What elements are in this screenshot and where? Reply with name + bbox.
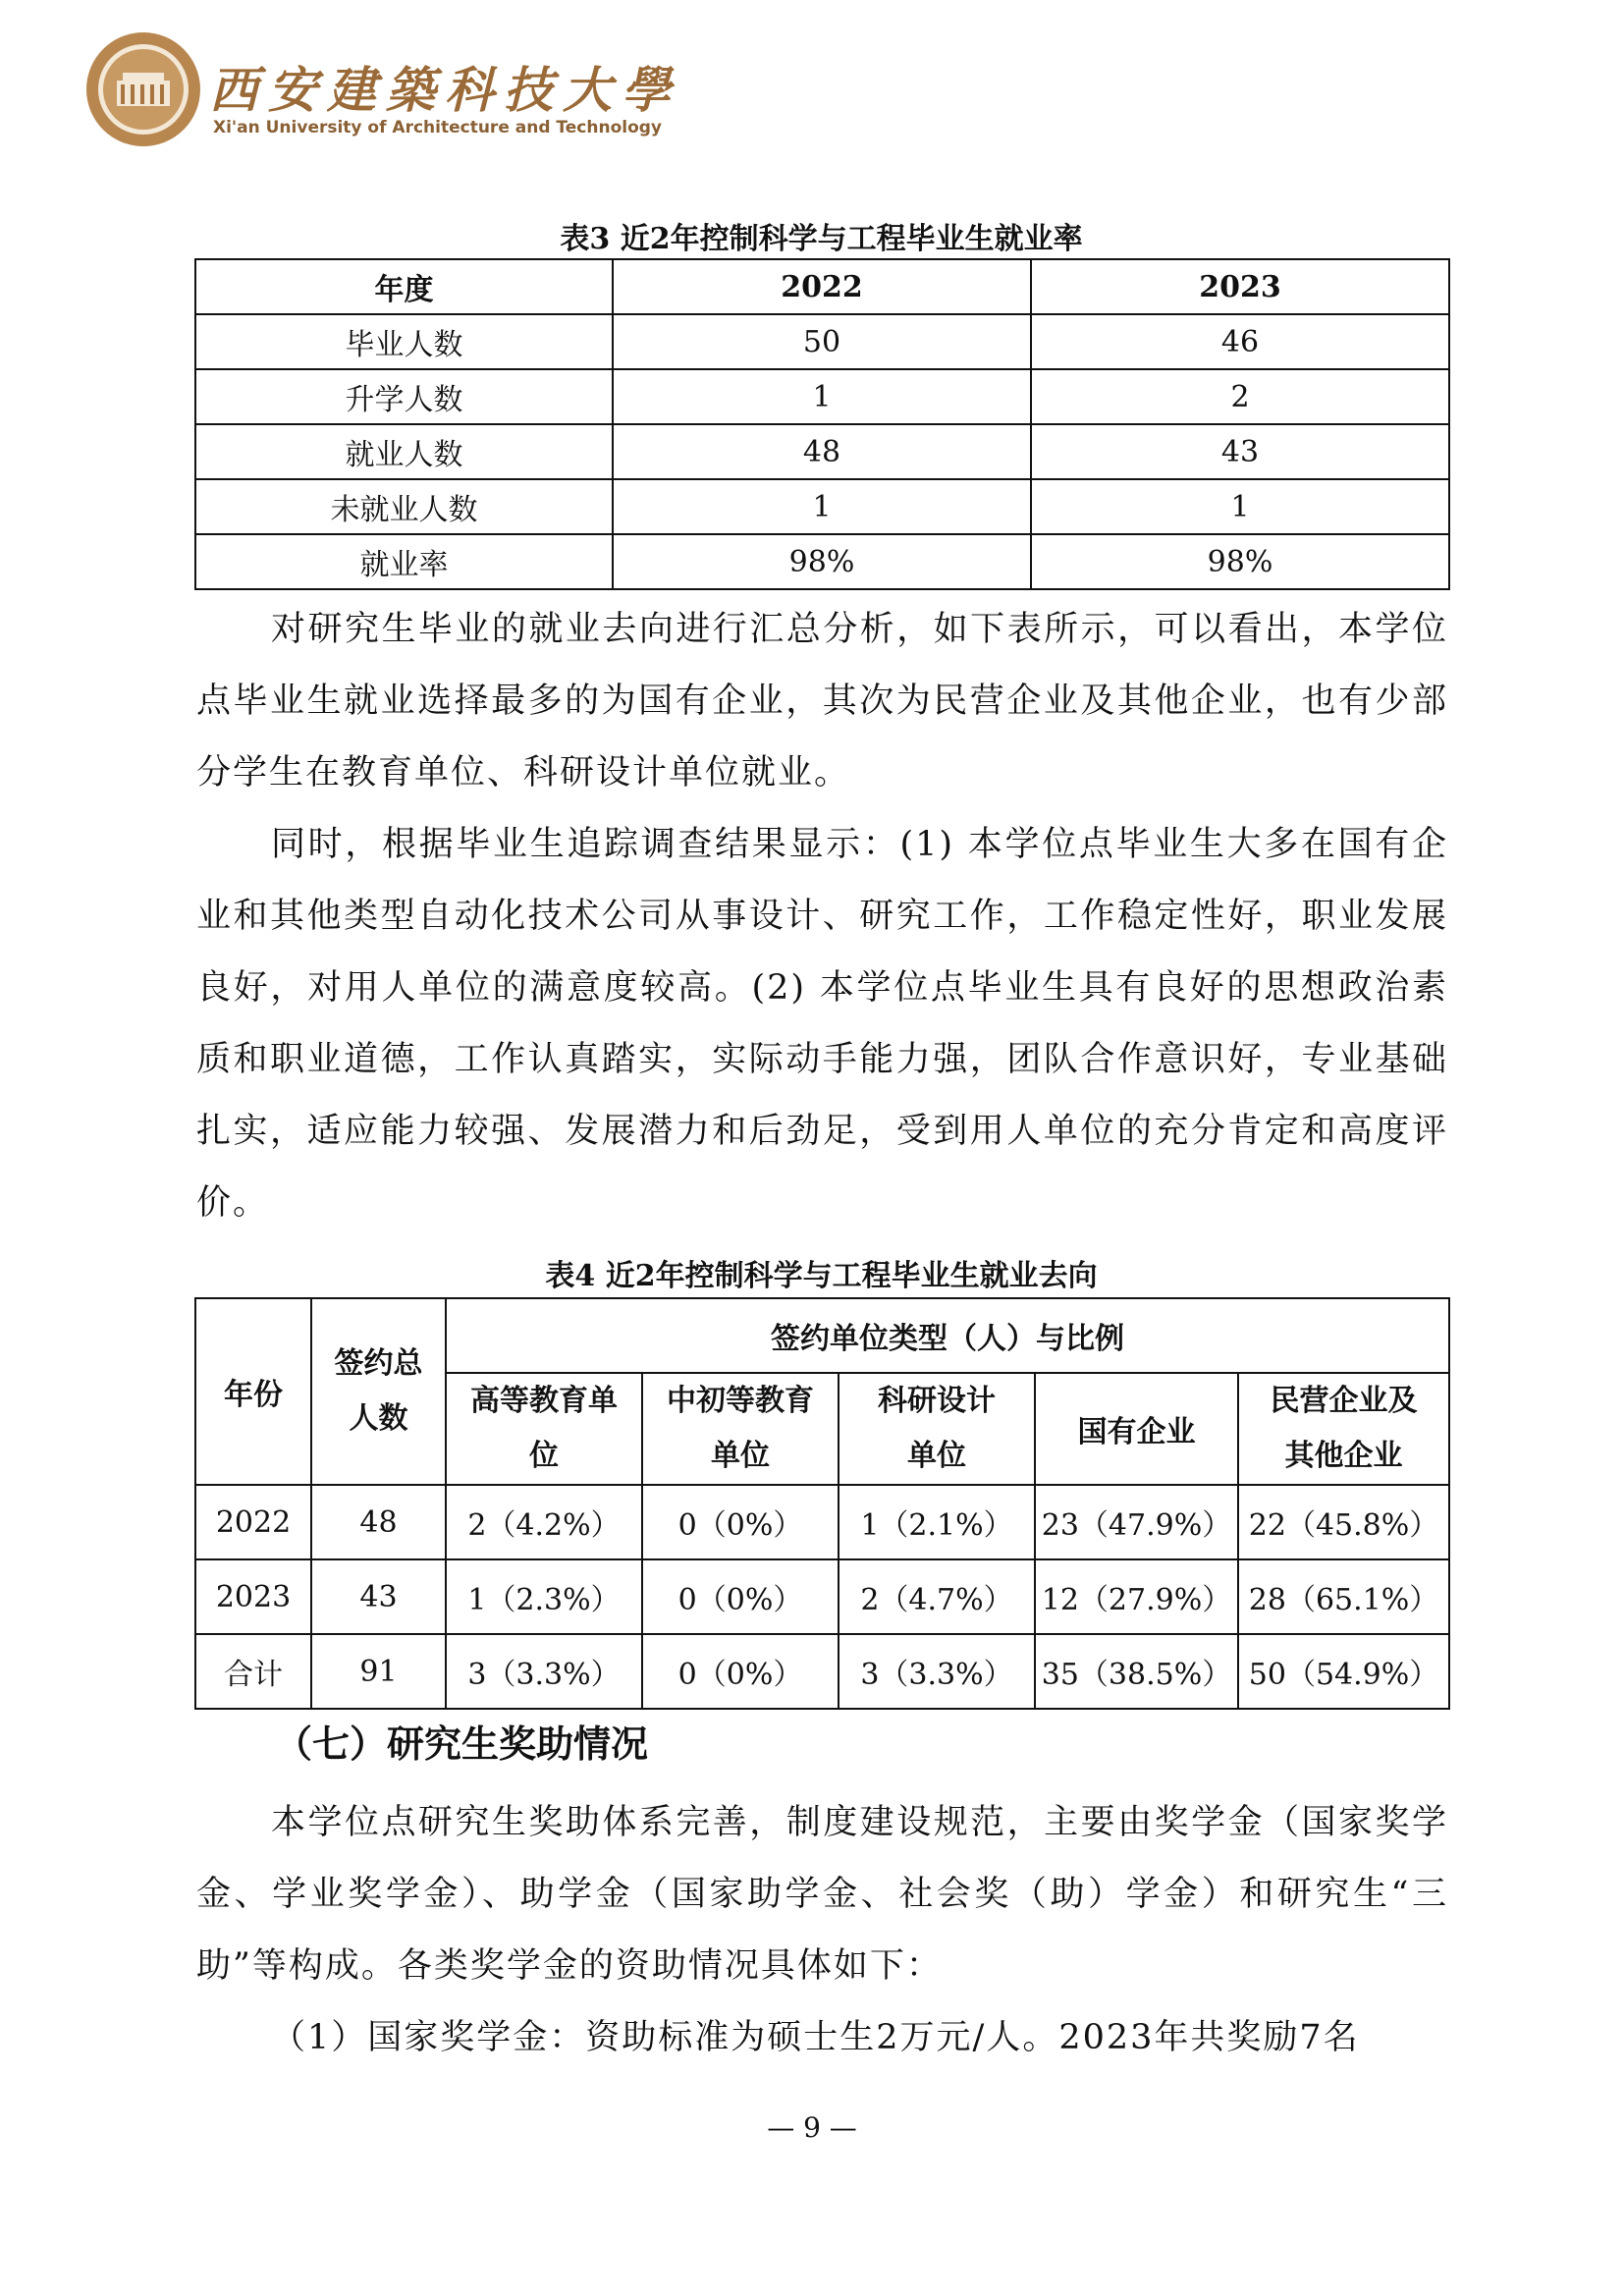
cell: 0（0%） xyxy=(642,1485,839,1559)
cell: 3（3.3%） xyxy=(839,1634,1035,1709)
cell: 1 xyxy=(613,369,1031,424)
table-row xyxy=(195,314,1449,369)
table-row xyxy=(195,534,1449,589)
university-seal-icon xyxy=(83,29,203,149)
section-heading: （七）研究生奖助情况 xyxy=(275,1721,649,1766)
table-row xyxy=(195,369,1449,424)
cell: 28（65.1%） xyxy=(1238,1559,1449,1634)
cell: 43 xyxy=(311,1559,446,1634)
row-label: 升学人数 xyxy=(195,369,613,424)
paragraph: 本学位点研究生奖助体系完善，制度建设规范，主要由奖学金（国家奖学金、学业奖学金）、助学金（国家助学金、社会奖（助）学金）和研究生“三助”等构成。各类奖学金的资助情况具体如下： xyxy=(196,1803,1448,1986)
page-header xyxy=(83,29,680,157)
cell: 3（3.3%） xyxy=(446,1634,642,1709)
employment-rate-table xyxy=(194,258,1450,590)
row-label: 就业率 xyxy=(195,534,613,589)
row-label: 就业人数 xyxy=(195,424,613,479)
cell: 91 xyxy=(311,1634,446,1709)
table3-caption: 表3 近2年控制科学与工程毕业生就业率 xyxy=(560,222,1083,256)
header-2023: 2023 xyxy=(1031,259,1449,314)
cell: 50 xyxy=(613,314,1031,369)
cell: 35（38.5%） xyxy=(1035,1634,1238,1709)
table-row xyxy=(195,1634,1449,1709)
cell: 12（27.9%） xyxy=(1035,1559,1238,1634)
table-row xyxy=(195,424,1449,479)
cell: 46 xyxy=(1031,314,1449,369)
university-name-en: Xi'an University of Architecture and Technology xyxy=(213,118,663,137)
cell: 1（2.1%） xyxy=(839,1485,1035,1559)
paragraph: （1）国家奖学金：资助标准为硕士生2万元/人。2023年共奖励7名 xyxy=(271,2018,1360,2057)
header-primary-edu: 中初等教育单位 xyxy=(642,1373,839,1485)
table-header-row xyxy=(195,259,1449,314)
cell: 2022 xyxy=(195,1485,311,1559)
cell: 48 xyxy=(311,1485,446,1559)
header-unit-type-group: 签约单位类型（人）与比例 xyxy=(446,1298,1449,1373)
row-label: 毕业人数 xyxy=(195,314,613,369)
header-state-owned: 国有企业 xyxy=(1035,1373,1238,1485)
cell: 23（47.9%） xyxy=(1035,1485,1238,1559)
body-text-block-1 xyxy=(196,594,1448,1239)
paragraph: 对研究生毕业的就业去向进行汇总分析，如下表所示，可以看出，本学位点毕业生就业选择最多的为国有企业，其次为民营企业及其他企业，也有少部分学生在教育单位、科研设计单位就业。 xyxy=(196,610,1448,792)
cell: 50（54.9%） xyxy=(1238,1634,1449,1709)
cell: 48 xyxy=(613,424,1031,479)
page-number: — 9 — xyxy=(767,2111,857,2144)
cell: 1（2.3%） xyxy=(446,1559,642,1634)
header-research: 科研设计单位 xyxy=(839,1373,1035,1485)
cell: 0（0%） xyxy=(642,1634,839,1709)
cell: 98% xyxy=(613,534,1031,589)
header-year: 年度 xyxy=(195,259,613,314)
header-private: 民营企业及其他企业 xyxy=(1238,1373,1449,1485)
table-header-row xyxy=(195,1298,1449,1373)
cell: 1 xyxy=(613,479,1031,534)
employment-destination-table xyxy=(194,1297,1450,1710)
cell: 98% xyxy=(1031,534,1449,589)
body-text-block-2 xyxy=(196,1787,1448,2074)
cell: 2（4.7%） xyxy=(839,1559,1035,1634)
header-2022: 2022 xyxy=(613,259,1031,314)
cell: 1 xyxy=(1031,479,1449,534)
cell: 2023 xyxy=(195,1559,311,1634)
header-year: 年份 xyxy=(195,1298,311,1485)
cell: 22（45.8%） xyxy=(1238,1485,1449,1559)
cell: 2（4.2%） xyxy=(446,1485,642,1559)
header-higher-edu: 高等教育单位 xyxy=(446,1373,642,1485)
cell: 2 xyxy=(1031,369,1449,424)
university-name-cn: 西安建築科技大學 xyxy=(209,61,680,119)
paragraph: 同时，根据毕业生追踪调查结果显示：(1) 本学位点毕业生大多在国有企业和其他类型自动化技术公司从事设计、研究工作，工作稳定性好，职业发展良好，对用人单位的满意度较高。(2) 本学位点毕业生具有良好的思想政治素质和职业道德，工作认真踏实，实际动手能力强，团队合作意识好，专业基础扎实，适应能力较强、发展潜力和后劲足，受到用人单位的充分肯定和高度评价。 xyxy=(196,825,1448,1223)
table-row xyxy=(195,1485,1449,1559)
cell: 合计 xyxy=(195,1634,311,1709)
table4-caption: 表4 近2年控制科学与工程毕业生就业去向 xyxy=(545,1259,1098,1293)
cell: 0（0%） xyxy=(642,1559,839,1634)
row-label: 未就业人数 xyxy=(195,479,613,534)
header-total: 签约总人数 xyxy=(311,1298,446,1485)
table-row xyxy=(195,479,1449,534)
cell: 43 xyxy=(1031,424,1449,479)
table-row xyxy=(195,1559,1449,1634)
